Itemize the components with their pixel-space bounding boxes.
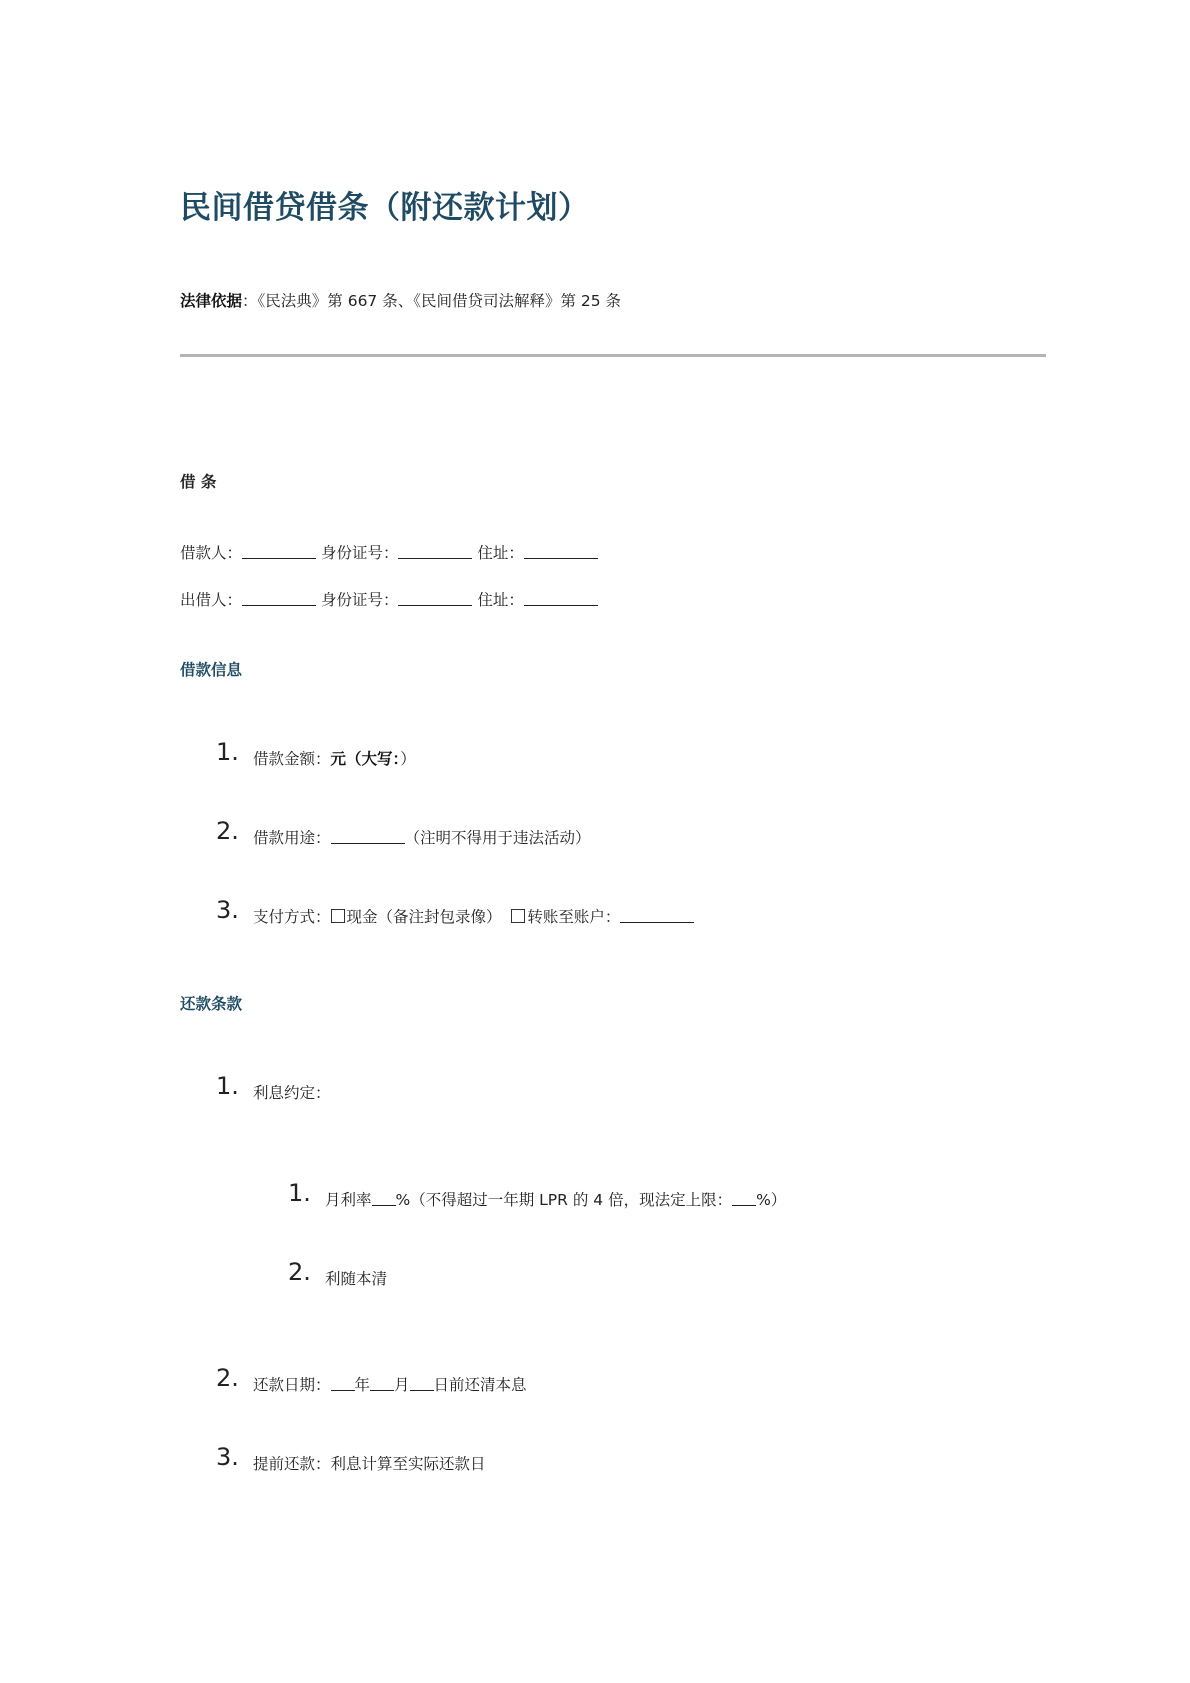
monthly-rate-text (325, 1188, 786, 1210)
cash-checkbox[interactable] (331, 909, 345, 923)
lender-line (180, 588, 598, 610)
repayment-item-date (216, 1364, 239, 1392)
repayment-date-tail: 日前还清本息 (433, 1376, 527, 1394)
loan-amount-bold: 元（大写： (330, 750, 401, 768)
borrower-line (180, 541, 598, 563)
lender-address-label: 住址： (477, 591, 524, 609)
loan-purpose-label: 借款用途： (253, 829, 331, 847)
borrower-id-blank[interactable] (398, 543, 472, 559)
iou-heading: 借 条 (180, 473, 217, 491)
early-repayment-text: 提前还款：利息计算至实际还款日 (253, 1455, 486, 1473)
lender-id-label: 身份证号： (320, 591, 399, 609)
loan-purpose-blank[interactable] (331, 828, 405, 844)
horizontal-divider (180, 354, 1046, 357)
monthly-rate-tail: %） (756, 1191, 787, 1209)
month-label: 月 (394, 1376, 410, 1394)
monthly-rate-blank[interactable] (372, 1190, 396, 1206)
repayment-date-text (253, 1373, 527, 1395)
sub-item-principal (288, 1258, 311, 1286)
repayment-item-interest (216, 1072, 239, 1100)
repayment-heading: 还款条款 (180, 995, 243, 1013)
loan-purpose-tail: （注明不得用于违法活动） (404, 829, 591, 847)
sub-item-rate (288, 1179, 311, 1207)
loan-item-amount (216, 738, 239, 766)
borrower-name-blank[interactable] (242, 543, 316, 559)
cash-option-label: 现金（备注封包录像） (346, 908, 502, 926)
list-number: 2. (216, 1364, 239, 1392)
legal-cap-blank[interactable] (732, 1190, 756, 1206)
loan-amount-label: 借款金额： (253, 750, 331, 768)
month-blank[interactable] (370, 1375, 394, 1391)
legal-basis-text: 《民法典》第 667 条、《民间借贷司法解释》第 25 条 (257, 292, 622, 310)
loan-item-payment (216, 896, 239, 924)
year-label: 年 (354, 1376, 371, 1394)
transfer-option-label: 转账至账户： (527, 908, 621, 926)
year-blank[interactable] (331, 1375, 355, 1391)
borrower-label: 借款人： (180, 544, 243, 562)
legal-basis-separator: ： (242, 292, 258, 310)
list-number: 3. (216, 896, 239, 924)
borrower-address-blank[interactable] (524, 543, 598, 559)
loan-purpose-text (253, 826, 591, 848)
legal-basis-label: 法律依据 (180, 292, 243, 310)
interest-agreement-text: 利息约定： (253, 1084, 331, 1102)
monthly-rate-mid: %（不得超过一年期 LPR 的 4 倍，现法定上限： (395, 1191, 733, 1209)
list-number: 1. (216, 1072, 239, 1100)
list-number: 2. (216, 817, 239, 845)
repayment-date-prefix: 还款日期： (253, 1376, 331, 1394)
lender-name-blank[interactable] (242, 590, 316, 606)
loan-amount-tail: ） (400, 750, 416, 768)
repayment-item-early (216, 1443, 239, 1471)
document-title: 民间借贷借条（附还款计划） (180, 190, 590, 226)
loan-amount-text (253, 747, 416, 769)
interest-with-principal-text: 利随本清 (325, 1270, 388, 1288)
list-number: 1. (288, 1179, 311, 1207)
transfer-checkbox[interactable] (511, 909, 525, 923)
day-blank[interactable] (410, 1375, 434, 1391)
borrower-id-label: 身份证号： (320, 544, 399, 562)
lender-address-blank[interactable] (524, 590, 598, 606)
list-number: 3. (216, 1443, 239, 1471)
payment-method-text (253, 905, 694, 927)
list-number: 2. (288, 1258, 311, 1286)
loan-item-purpose (216, 817, 239, 845)
loan-info-heading: 借款信息 (180, 661, 243, 679)
legal-basis (180, 289, 621, 311)
borrower-address-label: 住址： (477, 544, 524, 562)
list-number: 1. (216, 738, 239, 766)
lender-id-blank[interactable] (398, 590, 472, 606)
lender-label: 出借人： (180, 591, 243, 609)
account-blank[interactable] (620, 907, 694, 923)
monthly-rate-prefix: 月利率 (325, 1191, 372, 1209)
payment-method-label: 支付方式： (253, 908, 331, 926)
